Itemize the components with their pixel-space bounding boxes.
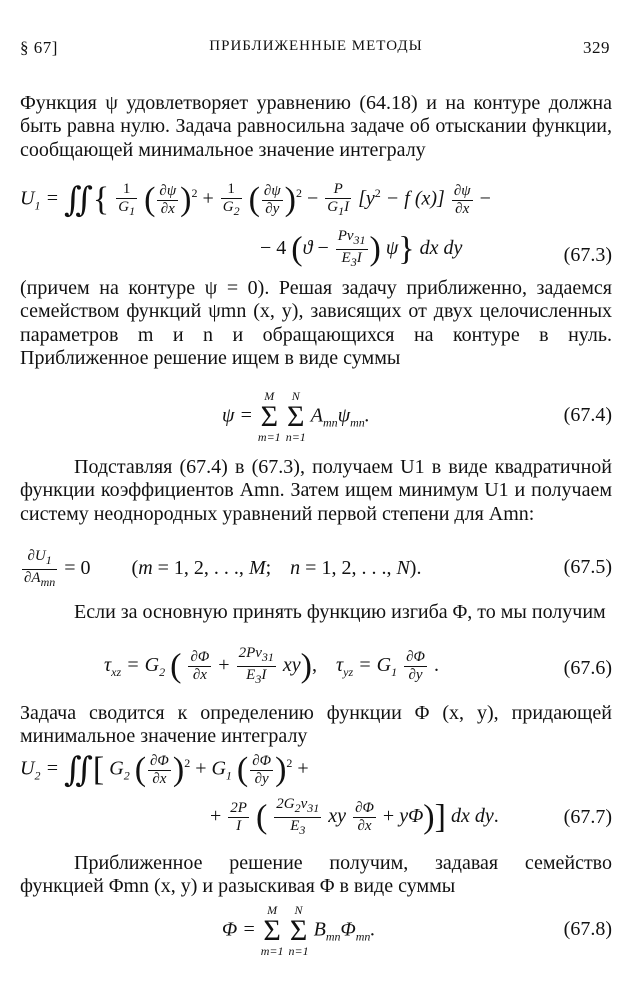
running-title: ПРИБЛИЖЕННЫЕ МЕТОДЫ — [209, 38, 423, 54]
paragraph-3: Подставляя (67.4) в (67.3), получаем U1 в виде квадратичной функции коэффициентов Amn. Затем ищем минимум U1 и получаем систему неоднородных уравнений первой степени для Amn: — [20, 456, 612, 525]
equation-67-5: $\frac{\partial U_1}{\partial A_{mn}}$ = 0 (m = 1, 2, . . ., M; n = 1, 2, . . ., N). — [24, 548, 422, 589]
equation-number-67-4: (67.4) — [563, 404, 612, 426]
section-marker: § 67] — [20, 38, 58, 57]
equation-67-7-line-1: $U_2$ = ∬[ $G_2$ ( $\frac{\partial\Phi}{\partial x}$ )$^2 + G_1$ ( $\frac{\partial\Phi}{\partial y}$ )$^2$ + — [20, 751, 309, 789]
equation-67-4: ψ = M Σ m=1 N Σ n=1 $A_{mn}\psi_{mn}$. — [222, 389, 370, 444]
equation-67-8: Φ = M Σ m=1 N Σ n=1 $B_{mn}\Phi_{mn}$. — [222, 903, 376, 958]
equation-67-3-line-1: $U_1$ = ∬{ $\frac{1}{G_1}$ ( $\frac{\partial\psi}{\partial x}$ )$^2$ + $\frac{1}{G_2}$ ( $\frac{\partial\psi}{\partial y}$ )$^2$ − $\frac{P}{G_1I}$ [$y^2 - f$ (x)] $\frac{\partial\psi}{\partial x}$ − — [20, 180, 491, 219]
paragraph-6: Приближенное решение получим, задавая семейство функцией Φmn (x, y) и разыскивая Φ в виде суммы — [20, 852, 612, 898]
equation-67-6: $\tau_{xz} = G_2$ ( $\frac{\partial\Phi}{\partial x}$ + $\frac{2P\nu_{31}}{E_3I}$ xy), $\tau_{yz} = G_1$ $\frac{\partial\Phi}{\partial y}$ . — [104, 645, 439, 686]
equation-number-67-3: (67.3) — [563, 244, 612, 266]
page-number: 329 — [583, 38, 610, 57]
paragraph-4: Если за основную принять функцию изгиба Φ, то мы получим — [74, 601, 606, 623]
paragraph-2: (причем на контуре ψ = 0). Решая задачу приближенно, задаемся семейством функций ψmn (x, y), зависящих от двух целочисленных параметров m и n и обращающихся на контуре в нуль. Приближенное решение ищем в виде суммы — [20, 277, 612, 370]
equation-67-7-line-2: + $\frac{2P}{I}$ ( $\frac{2G_2\nu_{31}}{E_3}$ xy $\frac{\partial\Phi}{\partial x}$ + yΦ)] dx dy. — [210, 796, 499, 837]
equation-number-67-6: (67.6) — [563, 657, 612, 679]
paragraph-5: Задача сводится к определению функции Φ (x, y), придающей минимальное значение интегралу — [20, 702, 612, 748]
equation-number-67-8: (67.8) — [563, 918, 612, 940]
equation-67-3-line-2: − 4 (ϑ − $\frac{P\nu_{31}}{E_3I}$ ) ψ} dx dy — [260, 228, 463, 269]
equation-number-67-5: (67.5) — [563, 556, 612, 578]
equation-number-67-7: (67.7) — [563, 806, 612, 828]
paragraph-1: Функция ψ удовлетворяет уравнению (64.18) и на контуре должна быть равна нулю. Задача равносильна задаче об отыскании функции, сообщающей минимальное значение интегралу — [20, 92, 612, 161]
